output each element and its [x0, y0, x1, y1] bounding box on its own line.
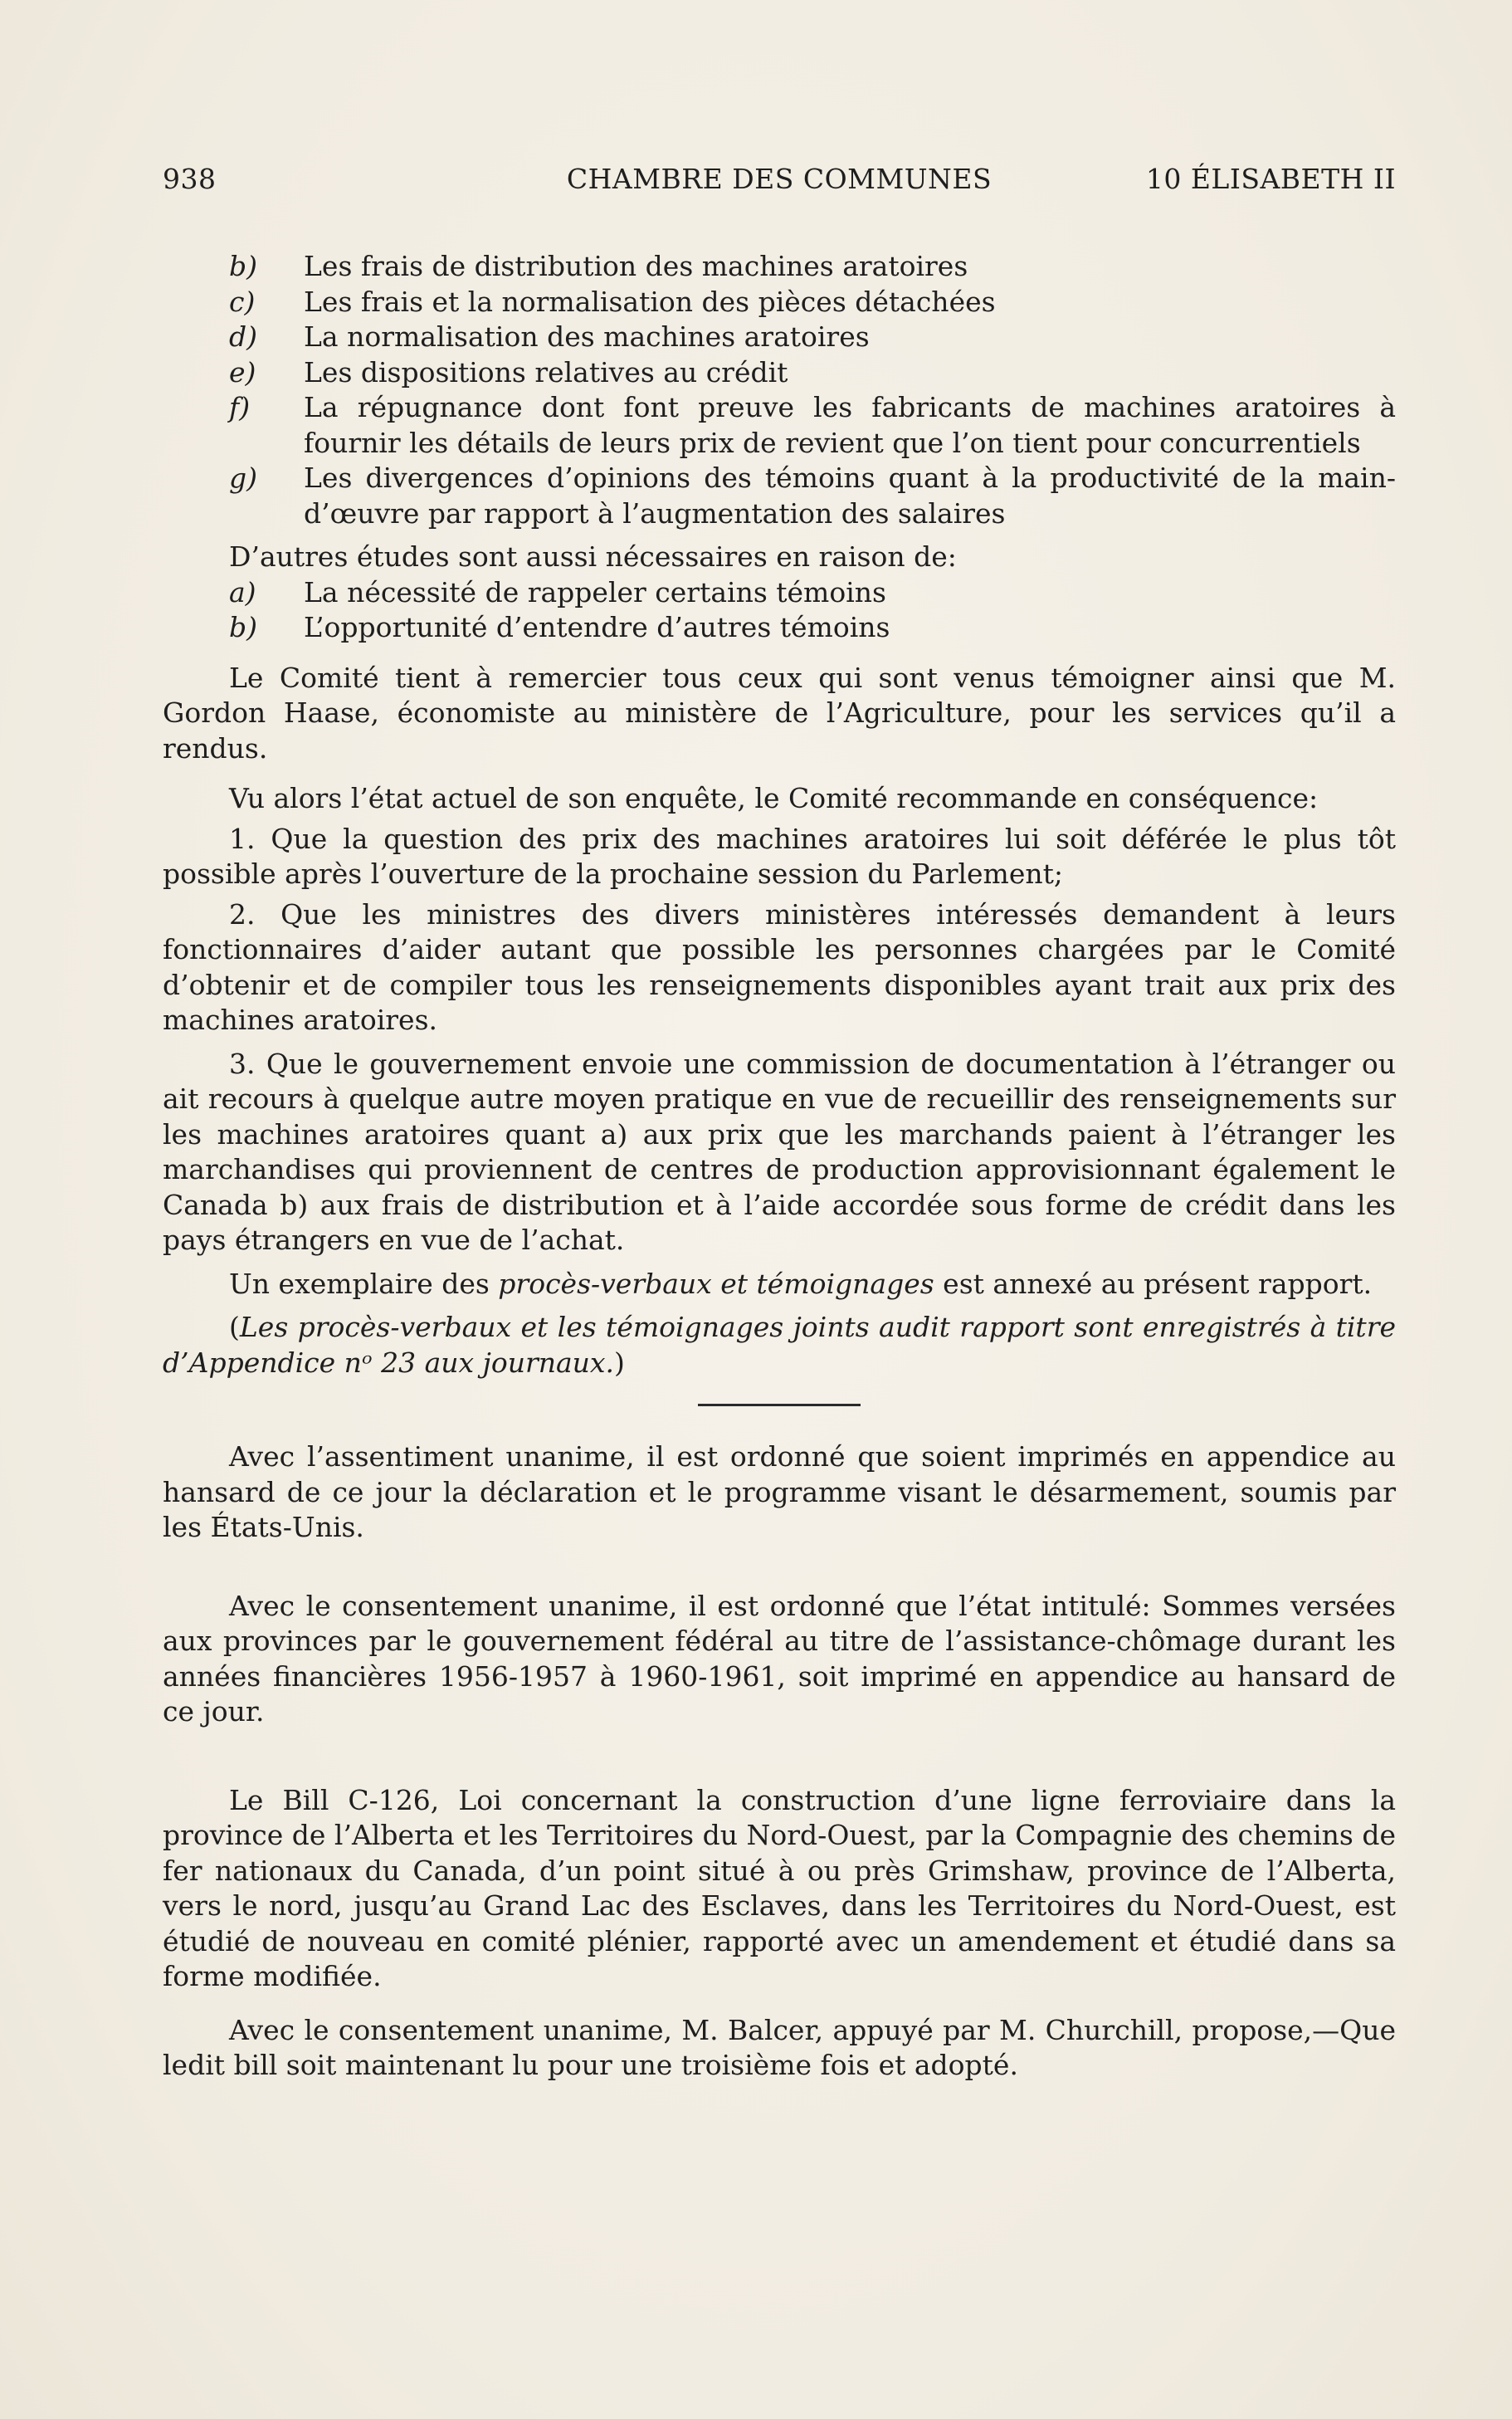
copy-paragraph: [163, 1267, 1396, 1302]
concerns-list: [163, 249, 1396, 531]
list-item-text: Les frais et la normalisation des pièces détachées: [304, 285, 996, 318]
running-title: CHAMBRE DES COMMUNES: [566, 163, 993, 195]
thanks-paragraph: Le Comité tient à remercier tous ceux qui sont venus témoigner ainsi que M. Gordon Haase, économiste au ministère de l’Agriculture, pour les services qu’il a rendus.: [163, 661, 1396, 765]
list-item-text: La normalisation des machines aratoires: [304, 320, 870, 353]
note-close-paren: ): [614, 1346, 625, 1379]
list-item-text: La nécessité de rappeler certains témoins: [304, 575, 886, 608]
copy-text-before: Un exemplaire des: [229, 1267, 499, 1300]
list-item-label: f): [229, 391, 251, 423]
list-item-text: Les dispositions relatives au crédit: [304, 355, 788, 389]
list-item-label: e): [229, 355, 256, 389]
list-item-text: La répugnance dont font preuve les fabricants de machines aratoires à fournir les détails de leurs prix de revient que l’on tient pour concurrentiels: [304, 391, 1396, 459]
list-item: [163, 461, 1396, 531]
list-item-text: Les frais de distribution des machines aratoires: [304, 250, 968, 282]
further-studies-intro: D’autres études sont aussi nécessaires en raison de:: [229, 540, 957, 573]
recommendation-3: 3. Que le gouvernement envoie une commission de documentation à l’étranger ou ait recours à quelque autre moyen pratique en vue de recueillir des renseignements sur les machines aratoires quant a) aux prix que les marchands paient à l’étranger les marchandises qui proviennent de centres de production approvisionnant également le Canada b) aux frais de distribution et à l’aide accordée sous forme de crédit dans les pays étrangers en vue de l’achat.: [163, 1047, 1396, 1256]
page-body: [163, 249, 1396, 2084]
recommendation-2: 2. Que les ministres des divers ministères intéressés demandent à leurs fonctionnaires d’aider autant que possible les personnes chargées par le Comité d’obtenir et de compiler tous les renseignements disponibles ayant trait aux prix des machines aratoires.: [163, 897, 1396, 1036]
list-item-label: b): [229, 611, 257, 643]
list-item-label: g): [229, 462, 257, 494]
bill-paragraph: Le Bill C-126, Loi concernant la construction d’une ligne ferroviaire dans la province de l’Alberta et les Territoires du Nord-Ouest, par la Compagnie des chemins de fer nationaux du Canada, d’un point situé à ou près Grimshaw, province de l’Alberta, vers le nord, jusqu’au Grand Lac des Esclaves, dans les Territoires du Nord-Ouest, est étudié de nouveau en comité plénier, rapporté avec un amendement et étudié dans sa forme modifiée.: [163, 1783, 1396, 1992]
page-header: [163, 163, 1396, 199]
list-item: [163, 355, 1396, 391]
sums-paragraph: Avec le consentement unanime, il est ordonné que l’état intitulé: Sommes versées aux provinces par le gouvernement fédéral au titre de l’assistance-chômage durant les années financières 1956-1957 à 1960-1961, soit imprimé en appendice au hansard de ce jour.: [163, 1589, 1396, 1728]
further-studies-list: [163, 575, 1396, 646]
list-item: [163, 320, 1396, 355]
list-item: [163, 575, 1396, 611]
list-item: [163, 285, 1396, 320]
copy-text-after: est annexé au présent rapport.: [934, 1267, 1373, 1300]
page-number: 938: [163, 163, 217, 195]
disarmament-paragraph: Avec l’assentiment unanime, il est ordonné que soient imprimés en appendice au hansard de ce jour la déclaration et le programme visant le désarmement, soumis par les États-Unis.: [163, 1440, 1396, 1543]
list-item-text: Les divergences d’opinions des témoins quant à la productivité de la main-d’œuvre par rapport à l’augmentation des salaires: [304, 462, 1396, 530]
motion-paragraph: Avec le consentement unanime, M. Balcer, appuyé par M. Churchill, propose,—Que ledit bill soit maintenant lu pour une troisième fois et adopté.: [163, 2013, 1396, 2081]
list-item: [163, 610, 1396, 646]
list-item-label: c): [229, 285, 256, 318]
list-item-label: d): [229, 320, 257, 353]
recommendation-1: 1. Que la question des prix des machines aratoires lui soit déférée le plus tôt possible après l’ouverture de la prochaine session du Parlement;: [163, 822, 1396, 890]
section-divider: [698, 1404, 861, 1406]
list-item-label: a): [229, 575, 256, 608]
regnal-year: 10 ÉLISABETH II: [1145, 163, 1396, 195]
list-item: [163, 249, 1396, 285]
list-item: [163, 390, 1396, 461]
list-item-label: b): [229, 250, 257, 282]
list-item-text: L’opportunité d’entendre d’autres témoins: [304, 611, 890, 643]
appendix-note: [163, 1310, 1396, 1381]
copy-text-italic: procès-verbaux et témoignages: [498, 1267, 934, 1300]
note-italic-text: Les procès-verbaux et les témoignages joints audit rapport sont enregistrés à titre d’Appendice nᵒ 23 aux journaux.: [163, 1311, 1396, 1379]
recommend-paragraph: Vu alors l’état actuel de son enquête, le Comité recommande en conséquence:: [229, 782, 1319, 814]
note-open-paren: (: [229, 1311, 240, 1343]
